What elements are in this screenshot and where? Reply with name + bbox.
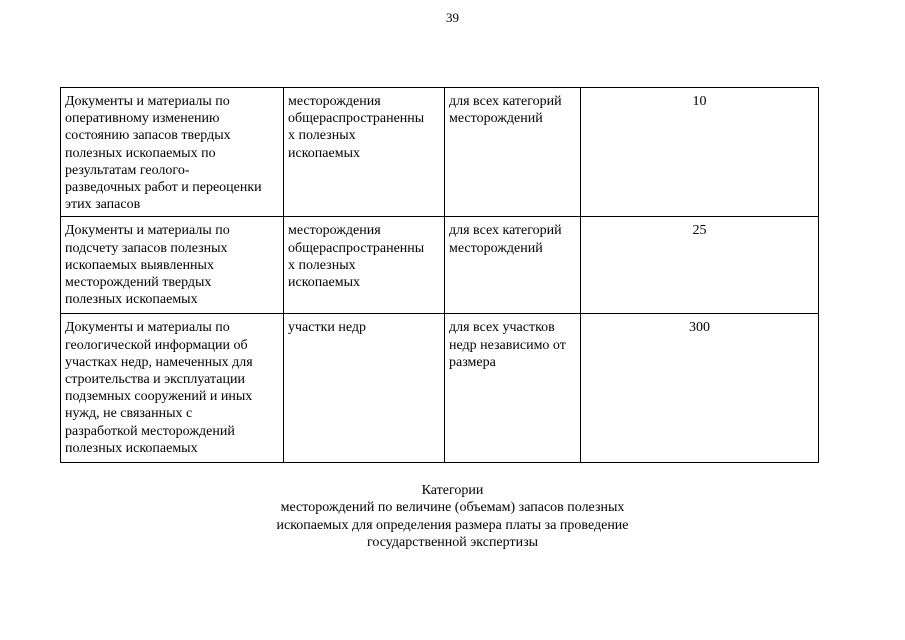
caption-line: месторождений по величине (объемам) запасов полезных	[280, 500, 625, 516]
amount-cell	[581, 314, 819, 463]
category-cell	[445, 88, 581, 217]
table-row	[61, 314, 819, 463]
document-text: Документы и материалы по подсчету запасов полезных ископаемых выявленных месторождений твердых полезных ископаемых	[65, 223, 230, 308]
caption-line: ископаемых для определения размера платы за проведение	[276, 517, 629, 533]
amount-text: 25	[692, 223, 707, 239]
amount-cell	[581, 88, 819, 217]
deposit-type-cell	[284, 314, 445, 463]
deposit-type-cell	[284, 88, 445, 217]
document-cell	[61, 217, 284, 314]
caption-title: Категории	[421, 483, 484, 498]
amount-cell	[581, 217, 819, 314]
amount-text: 300	[689, 320, 710, 336]
category-text: для всех категорий месторождений	[449, 94, 562, 127]
fee-table	[60, 87, 819, 463]
section-caption	[150, 482, 755, 552]
category-text: для всех категорий месторождений	[449, 223, 562, 256]
caption-line: государственной экспертизы	[366, 535, 539, 551]
deposit-type-text: участки недр	[288, 320, 367, 336]
document-cell	[61, 314, 284, 463]
table-row	[61, 217, 819, 314]
category-cell	[445, 217, 581, 314]
table-row	[61, 88, 819, 217]
document-text: Документы и материалы по геологической информации об участках недр, намеченных для строительства и эксплуатации подземных сооружений и иных нужд, не связанных с разработкой месторождений полезных ископаемых	[65, 320, 253, 456]
category-text: для всех участков недр независимо от размера	[449, 320, 566, 370]
document-text: Документы и материалы по оперативному изменению состоянию запасов твердых полезных ископаемых по результатам геолого- разведочных работ и переоценки этих запасов	[65, 94, 262, 213]
deposit-type-cell	[284, 217, 445, 314]
amount-text: 10	[692, 94, 707, 109]
document-cell	[61, 88, 284, 217]
deposit-type-text: месторождения общераспространенны х полезных ископаемых	[288, 94, 425, 161]
page-number: 39	[446, 10, 459, 25]
deposit-type-text: месторождения общераспространенны х полезных ископаемых	[288, 223, 425, 291]
category-cell	[445, 314, 581, 463]
